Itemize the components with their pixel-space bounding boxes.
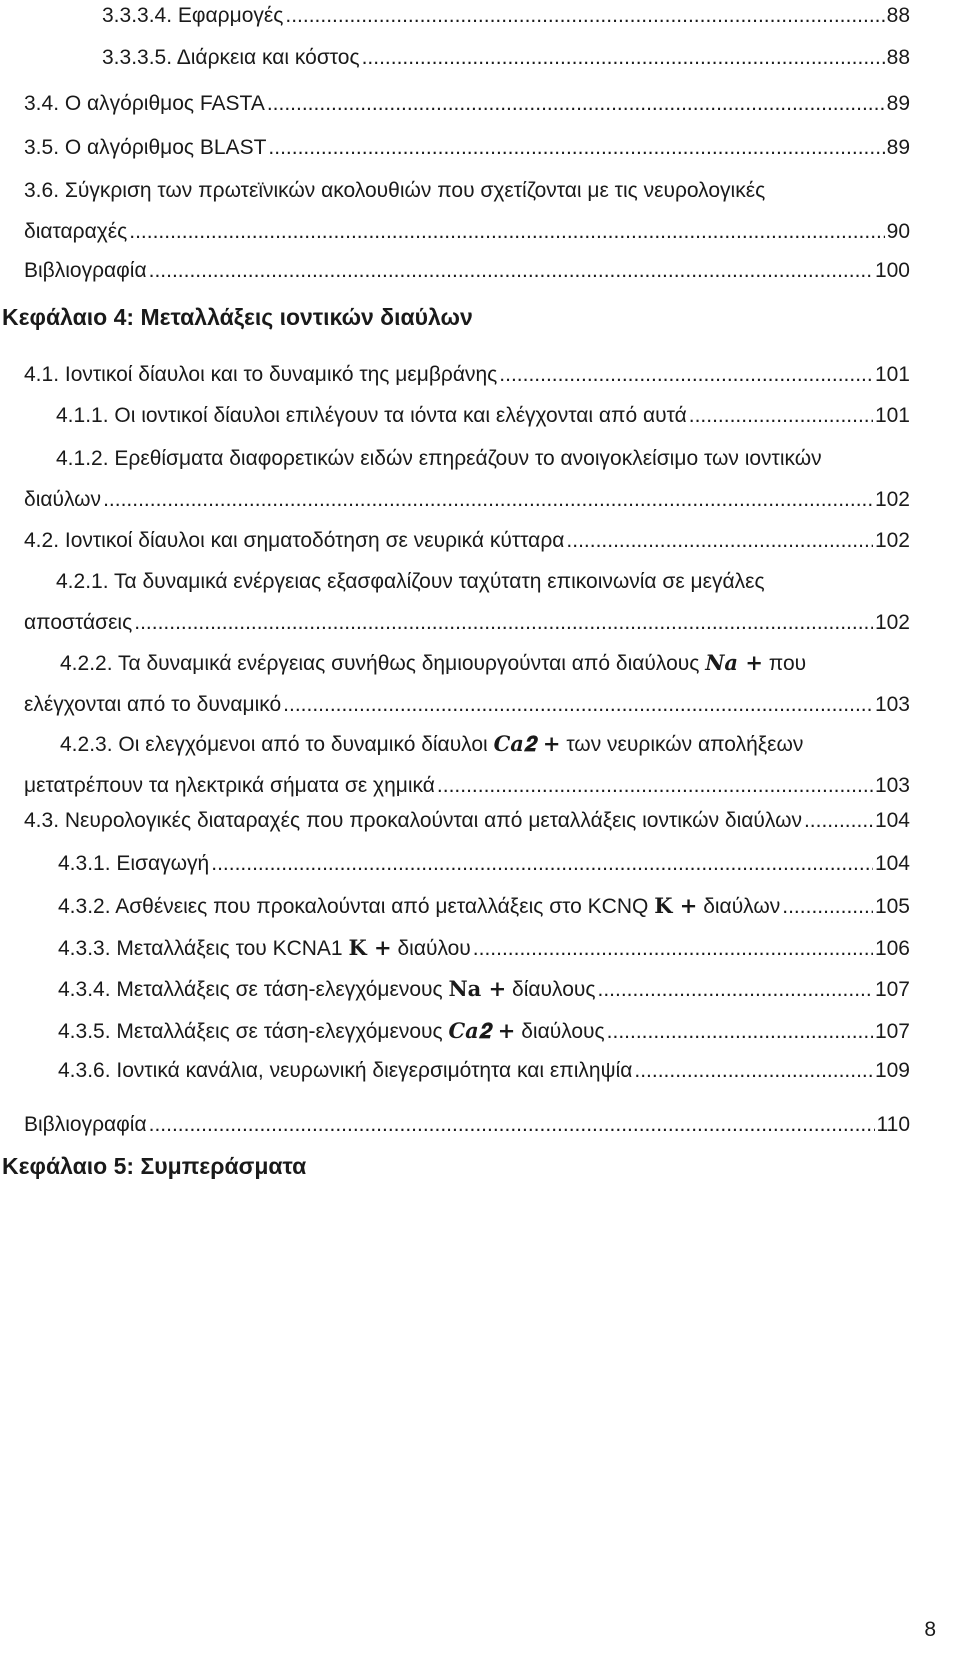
toc-entry-title: 4.1.2. Ερεθίσματα διαφορετικών ειδών επηρεάζουν το ανοιγοκλείσιμο των ιοντικών [56, 447, 822, 470]
toc-entry-title-text: 4.2.3. Οι ελεγχόμενοι από το δυναμικό δίαυλοι [60, 733, 488, 756]
toc-leader [283, 692, 873, 718]
toc-entry [58, 1058, 910, 1084]
toc-entry [58, 976, 910, 1003]
toc-entry-title: 3.6. Σύγκριση των πρωτεϊνικών ακολουθιών που σχετίζονται με τις νευρολογικές [24, 179, 766, 202]
toc-leader [211, 851, 873, 877]
toc-entry [24, 650, 910, 718]
toc-entry-title-cont: ελέγχονται από το δυναμικό [24, 693, 282, 716]
toc-entry-title-text: 4.3.2. Ασθένειες που προκαλούνται από μεταλλάξεις στο KCNQ [58, 895, 649, 918]
toc-entry-title [58, 1018, 605, 1045]
toc-entry [24, 178, 910, 245]
toc-leader [437, 773, 873, 799]
toc-page-number: 107 [874, 1020, 910, 1043]
toc-entry [24, 362, 910, 388]
toc-entry [58, 851, 910, 877]
toc-entry [24, 446, 910, 513]
toc-leader [689, 403, 873, 429]
toc-entry [24, 1112, 910, 1138]
toc-leader [285, 3, 884, 29]
toc-leader [267, 91, 885, 117]
toc-entry-title: 3.4. Ο αλγόριθμος FASTA [24, 92, 265, 115]
toc-entry [56, 403, 910, 429]
toc-entry-title-cont: διαύλων [24, 488, 102, 511]
toc-entry-title-text: διαύλους [521, 1020, 605, 1043]
toc-leader [149, 1112, 875, 1138]
toc-entry-title-text: διαύλου [397, 937, 471, 960]
toc-leader [499, 362, 873, 388]
toc-leader [804, 808, 873, 834]
toc-entry [24, 528, 910, 554]
toc-entry-title [58, 976, 595, 1003]
toc-entry-title-cont: διαταραχές [24, 220, 128, 243]
toc-page-number: 103 [874, 774, 910, 797]
toc-entry [24, 91, 910, 117]
toc-page-number: 110 [876, 1113, 910, 1136]
toc-entry-title: 4.3.6. Ιοντικά κανάλια, νευρωνική διεγερσιμότητα και επιληψία [58, 1059, 633, 1082]
toc-entry-title-text: των νευρικών απολήξεων [566, 733, 804, 756]
math-formula: 𝐍𝐚 + [448, 976, 507, 1001]
math-formula: 𝑪𝒂𝟐 + [493, 731, 561, 756]
toc-entry-title-text: 4.3.3. Μεταλλάξεις του KCNA1 [58, 937, 343, 960]
toc-leader [362, 45, 885, 71]
toc-entry-title: 4.3.1. Εισαγωγή [58, 852, 210, 875]
toc-entry [24, 808, 910, 834]
toc-entry-title [58, 893, 780, 920]
toc-page-number: 101 [874, 404, 910, 427]
toc-entry [102, 3, 910, 29]
toc-leader [634, 1058, 873, 1084]
toc-leader [607, 1019, 873, 1045]
toc-entry-title-cont: αποστάσεις [24, 611, 133, 634]
toc-page-number: 101 [874, 363, 910, 386]
toc-entry-title-text: 4.3.5. Μεταλλάξεις σε τάση-ελεγχόμενους [58, 1020, 443, 1043]
toc-leader [268, 135, 884, 161]
toc-entry [58, 935, 910, 962]
toc-leader [134, 610, 873, 636]
toc-entry-title [58, 935, 471, 962]
toc-entry-title: 4.2. Ιοντικοί δίαυλοι και σηματοδότηση σε νευρικά κύτταρα [24, 529, 565, 552]
toc-page-number: 88 [886, 4, 910, 27]
math-formula: 𝐊 + [654, 893, 698, 918]
toc-entry-title-text: διαύλων [703, 895, 781, 918]
toc-leader [473, 936, 873, 962]
toc-leader [149, 258, 873, 284]
toc-leader [103, 487, 873, 513]
toc-leader [597, 977, 872, 1003]
toc-page-number: 89 [886, 92, 910, 115]
toc-entry-title-text: δίαυλους [512, 978, 596, 1001]
toc-entry-title-text: 4.3.4. Μεταλλάξεις σε τάση-ελεγχόμενους [58, 978, 443, 1001]
toc-entry-title [24, 731, 910, 758]
toc-entry [24, 258, 910, 284]
toc-page-number: 88 [886, 46, 910, 69]
toc-entry-title-text: που [768, 652, 807, 675]
toc-page-number: 103 [874, 693, 910, 716]
toc-leader [566, 528, 873, 554]
toc-entry-title: 3.3.3.5. Διάρκεια και κόστος [102, 46, 360, 69]
toc-entry-title: 4.1. Ιοντικοί δίαυλοι και το δυναμικό της μεμβράνης [24, 363, 498, 386]
toc-page-number: 100 [874, 259, 910, 282]
toc-entry-title: 4.3. Νευρολογικές διαταραχές που προκαλούνται από μεταλλάξεις ιοντικών διαύλων [24, 809, 802, 832]
toc-page-number: 107 [874, 978, 910, 1001]
toc-entry-title [24, 650, 910, 677]
toc-page-number: 102 [874, 611, 910, 634]
math-formula: 𝐊 + [348, 935, 392, 960]
toc-page-number: 104 [874, 852, 910, 875]
toc-entry-title: 4.2.1. Τα δυναμικά ενέργειας εξασφαλίζουν ταχύτατη επικοινωνία σε μεγάλες [56, 570, 765, 593]
toc-entry [24, 135, 910, 161]
toc-page-number: 89 [886, 136, 910, 159]
chapter-heading: Κεφάλαιο 5: Συμπεράσματα [2, 1153, 307, 1179]
toc-page-number: 104 [874, 809, 910, 832]
toc-page-number: 105 [874, 895, 910, 918]
chapter-heading: Κεφάλαιο 4: Μεταλλάξεις ιοντικών διαύλων [2, 304, 473, 330]
toc-entry [24, 731, 910, 799]
toc-entry [58, 893, 910, 920]
toc-entry-title: Βιβλιογραφία [24, 259, 147, 282]
page-number: 8 [924, 1618, 936, 1641]
toc-entry-title: 3.5. Ο αλγόριθμος BLAST [24, 136, 267, 159]
toc-entry-title-cont: μετατρέπουν τα ηλεκτρικά σήματα σε χημικά [24, 774, 435, 797]
math-formula: 𝑪𝒂𝟐 + [448, 1018, 516, 1043]
toc-page-number: 106 [874, 937, 910, 960]
toc-entry-title: 3.3.3.4. Εφαρμογές [102, 4, 284, 27]
toc-entry [58, 1018, 910, 1045]
toc-page-number: 102 [874, 488, 910, 511]
toc-leader [782, 894, 873, 920]
toc-entry [102, 45, 910, 71]
toc-entry-title-text: 4.2.2. Τα δυναμικά ενέργειας συνήθως δημιουργούνται από διαύλους [60, 652, 700, 675]
toc-page-number: 102 [874, 529, 910, 552]
toc-entry-title: Βιβλιογραφία [24, 1113, 147, 1136]
toc-entry-title: 4.1.1. Οι ιοντικοί δίαυλοι επιλέγουν τα ιόντα και ελέγχονται από αυτά [56, 404, 687, 427]
toc-leader [129, 219, 884, 245]
toc-entry [24, 569, 910, 636]
math-formula: 𝑵𝒂 + [705, 650, 763, 675]
toc-page-number: 90 [886, 220, 910, 243]
toc-page-number: 109 [874, 1059, 910, 1082]
